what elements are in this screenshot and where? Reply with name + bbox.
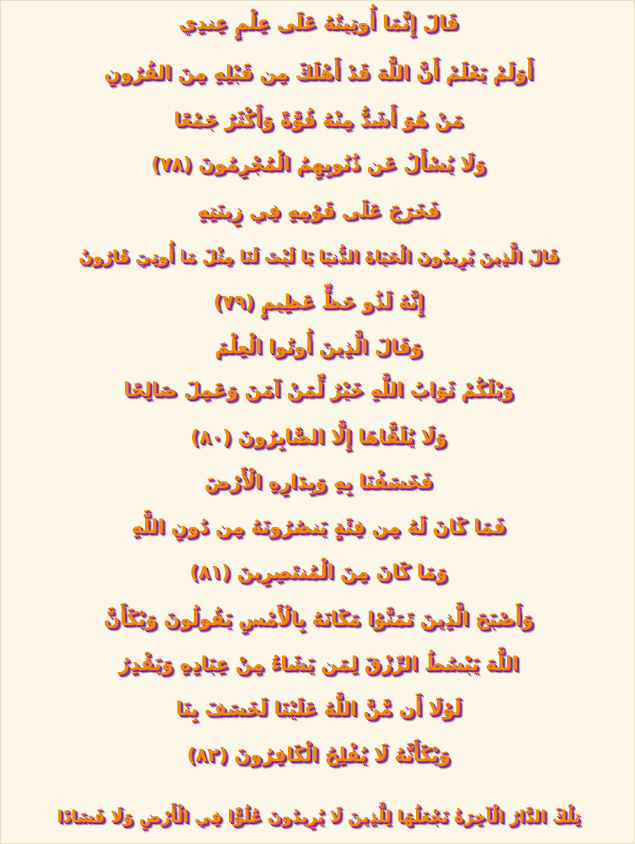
verse-line: أَوَلَمْ يَعْلَمْ أَنَّ اللَّهَ قَدْ أَهْلَكَ مِن قَبْلِهِ مِنَ القُرُونِ	[104, 62, 533, 84]
verse-line: فَخَرَجَ عَلَى قَوْمِهِ فِي زِينَتِهِ	[197, 200, 440, 222]
verse-line: وَقَالَ الَّذِينَ أُوتُوا الْعِلْمَ	[214, 336, 423, 358]
verse-line: تِلْكَ الدَّارُ الْآخِرَةُ نَجْعَلُهَا لِلَّذِينَ لَا يُرِيدُونَ عُلُوًّا فِي الْأَرْضِ وَلَا فَسَادًا	[56, 807, 581, 826]
verse-line: لَوْلَا أَن مَّنَّ اللَّهُ عَلَيْنَا لَخَسَفَ بِنَا	[175, 698, 462, 720]
verse-line: مَنْ هُوَ أَشَدُّ مِنْهُ قُوَّةً وَأَكْثَرُ جَمْعًا	[173, 109, 464, 131]
verse-line: وَمَا كَانَ مِنَ الْمُنتَصِرِينَ (٨١)	[189, 561, 448, 583]
verse-line: إِنَّهُ لَذُو حَظٍّ عَظِيمٍ (٧٩)	[213, 291, 424, 313]
verse-line: فَمَا كَانَ لَهُ مِن فِئَةٍ يَنصُرُونَهُ مِن دُونِ اللَّهِ	[131, 516, 506, 538]
verse-line: وَيْكَأَنَّهُ لَا يُفْلِحُ الْكَافِرُونَ (٨٢)	[186, 744, 451, 766]
verse-line: وَلَا يُلَقَّاهَا إِلَّا الصَّابِرُونَ (٨٠)	[190, 426, 447, 448]
verse-line: قَالَ إِنَّمَا أُوتِيتُهُ عَلَى عِلْمٍ عِندِي	[178, 12, 459, 34]
verse-line: وَأَصْبَحَ الَّذِينَ تَمَنَّوْا مَكَانَهُ بِالْأَمْسِ يَقُولُونَ وَيْكَأَنَّ	[103, 608, 534, 630]
verse-line: فَخَسَفْنَا بِهِ وَبِدَارِهِ الْأَرْضَ	[204, 471, 433, 493]
verse-line: وَيْلَكُمْ ثَوَابُ اللَّهِ خَيْرٌ لِّمَنْ آمَنَ وَعَمِلَ صَالِحًا	[123, 379, 514, 401]
verse-line: قَالَ الَّذِينَ يُرِيدُونَ الْحَيَاةَ الدُّنيَا يَا لَيْتَ لَنَا مِثْلَ مَا أُوتِيَ قَارُونُ	[78, 247, 559, 266]
verse-line: وَلَا يُسْأَلُ عَن ذُنُوبِهِمُ الْمُجْرِمُونَ (٧٨)	[151, 153, 486, 175]
verse-line: اللَّهَ يَبْسُطُ الرِّزْقَ لِمَن يَشَاءُ مِنْ عِبَادِهِ وَيَقْدِرُ	[118, 653, 519, 675]
